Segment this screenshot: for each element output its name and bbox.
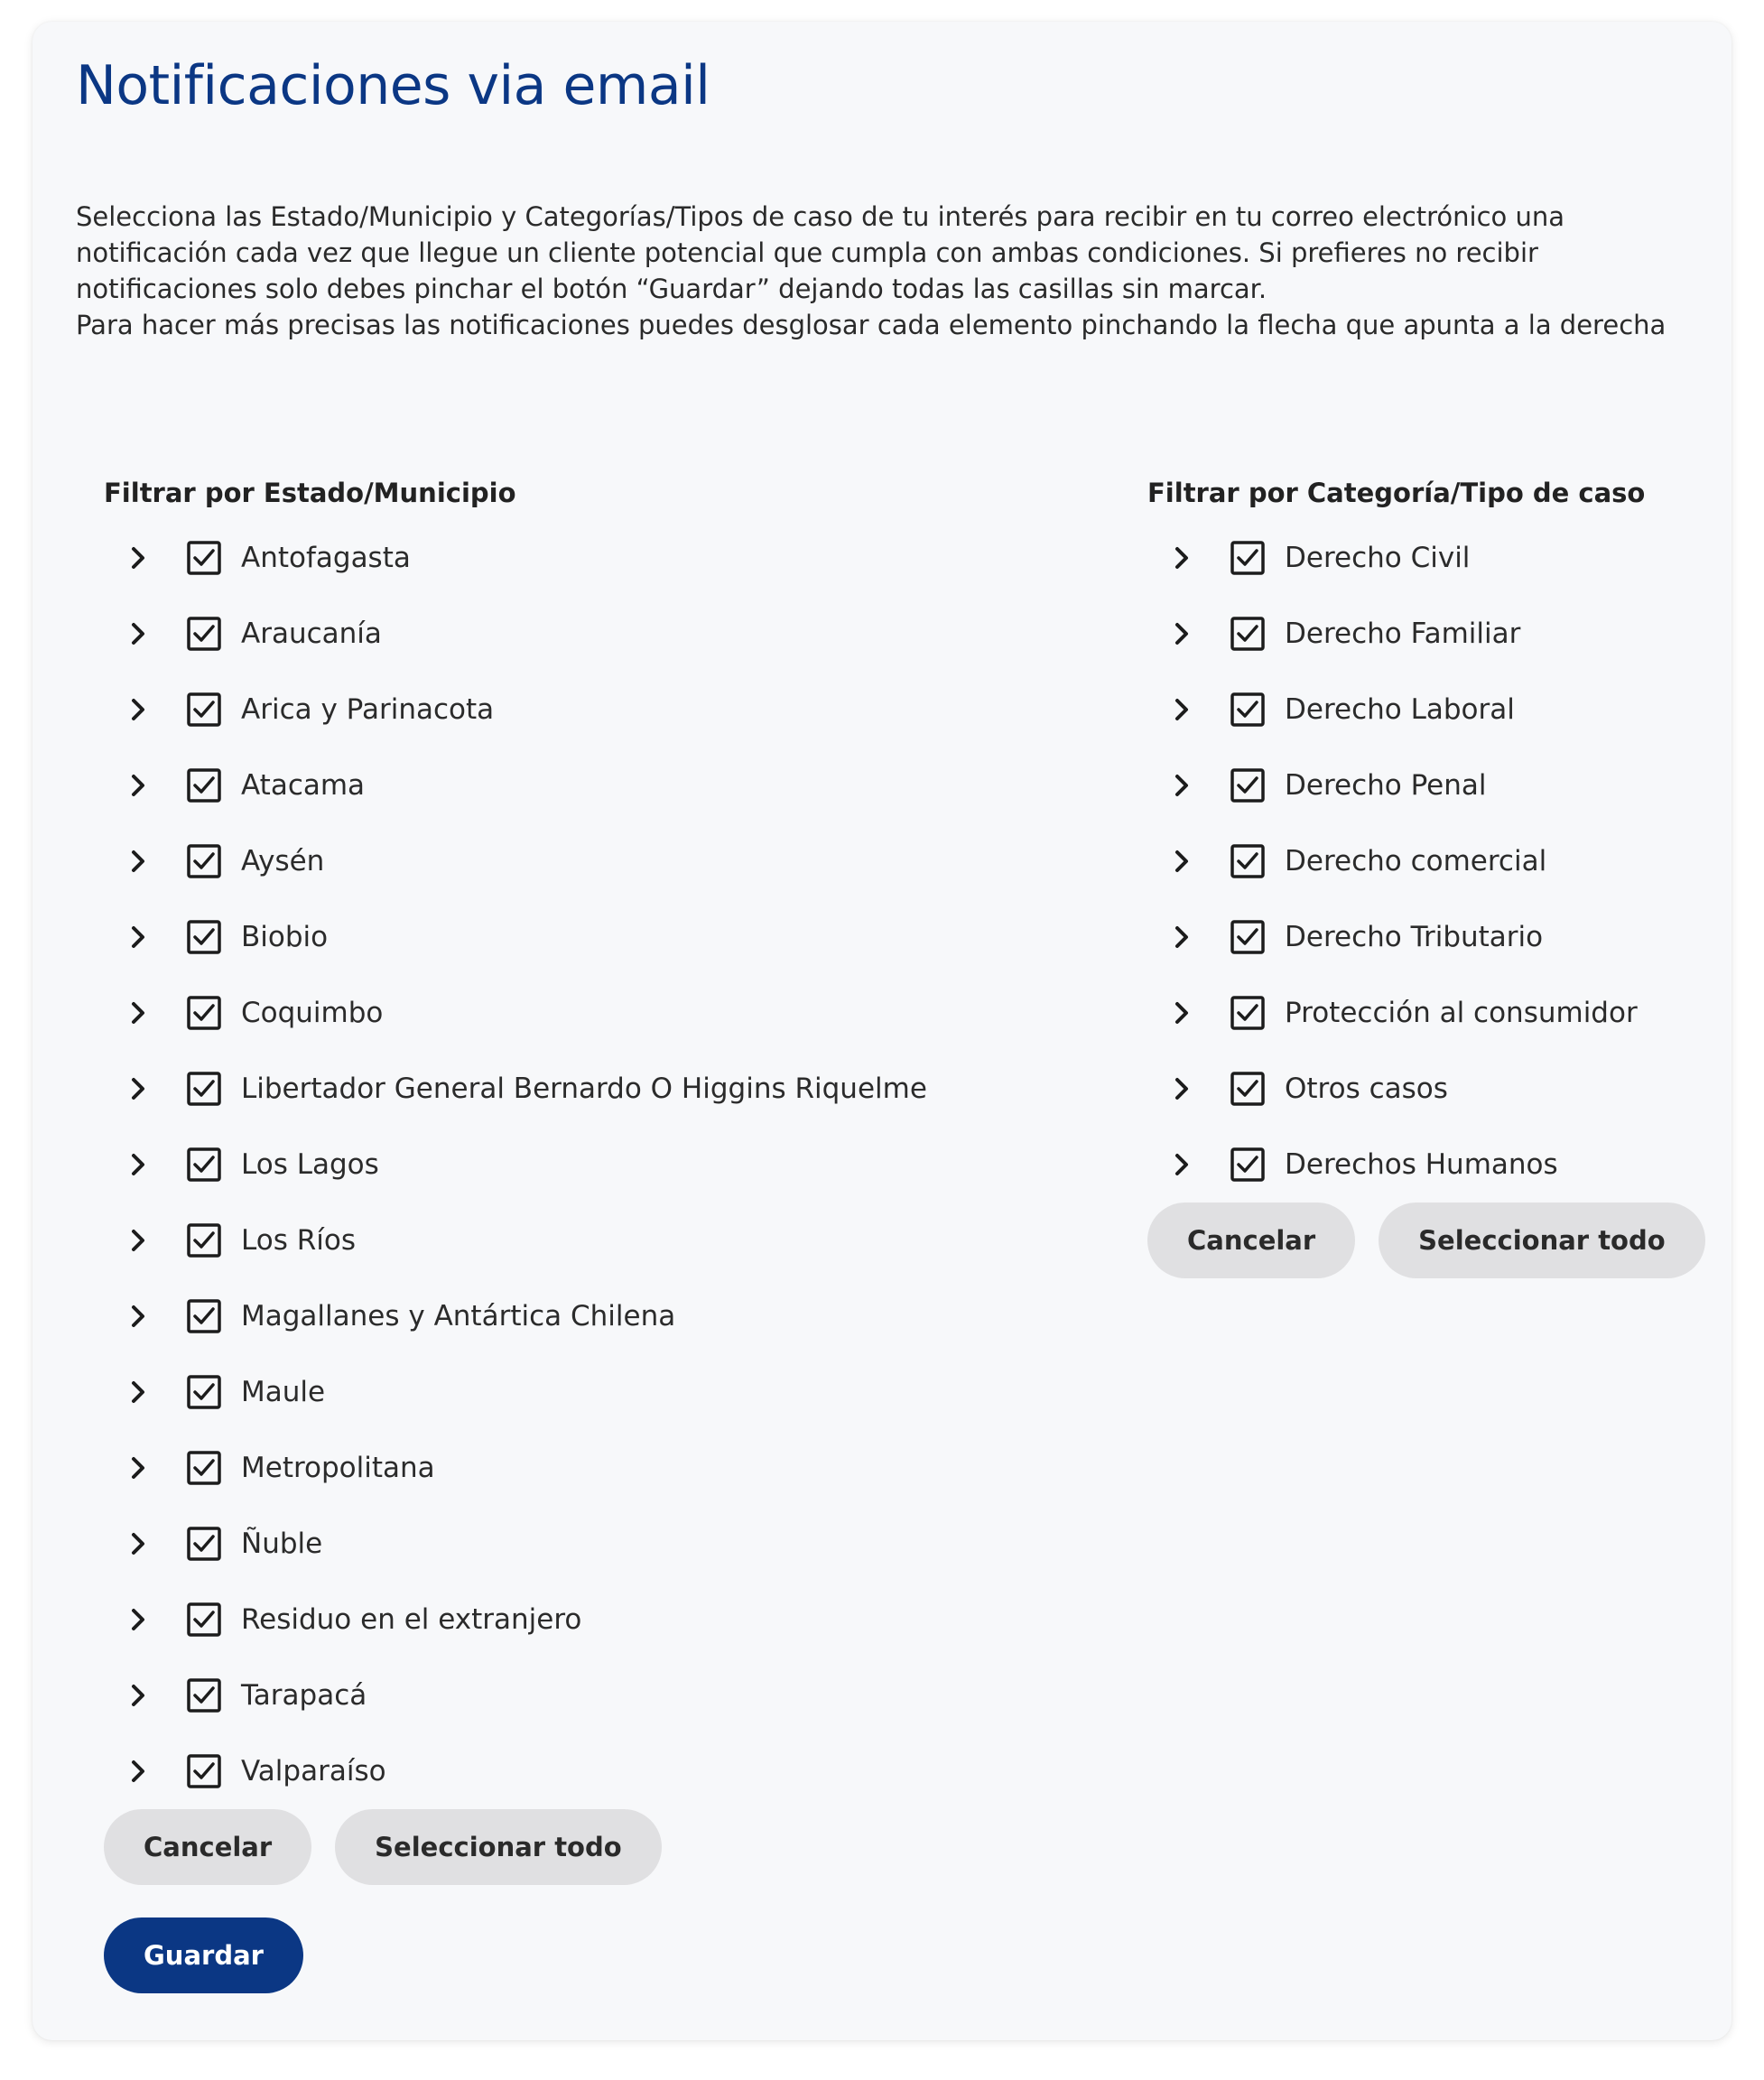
item-label: Derecho Penal: [1285, 769, 1487, 802]
chevron-right-icon[interactable]: [114, 1215, 164, 1266]
category-list: [1147, 520, 1707, 1202]
chevron-right-icon[interactable]: [114, 1443, 164, 1493]
categories-item: [1147, 975, 1707, 1051]
categories-item: [1147, 823, 1707, 899]
intro-text: [76, 199, 1710, 343]
checkbox-checked-icon[interactable]: [187, 1072, 221, 1106]
checkbox-checked-icon[interactable]: [187, 1527, 221, 1561]
category-filter-heading: Filtrar por Categoría/Tipo de caso: [1147, 478, 1646, 508]
region-button-row: [104, 1809, 1007, 1885]
checkbox-checked-icon[interactable]: [1230, 1072, 1265, 1106]
categories-item: [1147, 1127, 1707, 1202]
checkbox-checked-icon[interactable]: [187, 844, 221, 878]
checkbox-checked-icon[interactable]: [187, 996, 221, 1030]
checkbox-checked-icon[interactable]: [1230, 541, 1265, 575]
category-cancel-button[interactable]: Cancelar: [1147, 1202, 1355, 1278]
item-label: Derecho comercial: [1285, 845, 1547, 878]
chevron-right-icon[interactable]: [114, 1063, 164, 1114]
page-title: Notificaciones via email: [76, 54, 710, 117]
item-label: Derecho Familiar: [1285, 618, 1521, 650]
categories-item: [1147, 520, 1707, 596]
item-label: Tarapacá: [241, 1679, 367, 1712]
checkbox-checked-icon[interactable]: [187, 1602, 221, 1637]
regions-item: [104, 1354, 1007, 1430]
item-label: Arica y Parinacota: [241, 693, 495, 726]
checkbox-checked-icon[interactable]: [1230, 768, 1265, 803]
item-label: Atacama: [241, 769, 366, 802]
checkbox-checked-icon[interactable]: [187, 1754, 221, 1788]
region-list: [104, 520, 1007, 1809]
chevron-right-icon[interactable]: [1157, 836, 1208, 887]
region-select-all-button[interactable]: Seleccionar todo: [335, 1809, 662, 1885]
chevron-right-icon[interactable]: [114, 1367, 164, 1417]
chevron-right-icon[interactable]: [114, 1291, 164, 1342]
item-label: Derecho Laboral: [1285, 693, 1515, 726]
checkbox-checked-icon[interactable]: [187, 617, 221, 651]
regions-item: [104, 748, 1007, 823]
item-label: Biobio: [241, 921, 329, 953]
item-label: Ñuble: [241, 1528, 323, 1560]
categories-item: [1147, 899, 1707, 975]
checkbox-checked-icon[interactable]: [187, 768, 221, 803]
chevron-right-icon[interactable]: [1157, 608, 1208, 659]
chevron-right-icon[interactable]: [1157, 988, 1208, 1038]
checkbox-checked-icon[interactable]: [187, 1223, 221, 1258]
checkbox-checked-icon[interactable]: [187, 1147, 221, 1182]
checkbox-checked-icon[interactable]: [1230, 996, 1265, 1030]
categories-item: [1147, 672, 1707, 748]
chevron-right-icon[interactable]: [114, 533, 164, 583]
category-button-row: [1147, 1202, 1707, 1278]
item-label: Derecho Tributario: [1285, 921, 1544, 953]
checkbox-checked-icon[interactable]: [1230, 617, 1265, 651]
checkbox-checked-icon[interactable]: [187, 1678, 221, 1713]
item-label: Residuo en el extranjero: [241, 1603, 582, 1636]
regions-item: [104, 1127, 1007, 1202]
regions-item: [104, 1506, 1007, 1582]
item-label: Los Lagos: [241, 1148, 379, 1181]
item-label: Protección al consumidor: [1285, 997, 1638, 1029]
chevron-right-icon[interactable]: [114, 836, 164, 887]
regions-item: [104, 1051, 1007, 1127]
chevron-right-icon[interactable]: [1157, 684, 1208, 735]
item-label: Libertador General Bernardo O Higgins Riquelme: [241, 1072, 927, 1105]
checkbox-checked-icon[interactable]: [187, 692, 221, 727]
item-label: Metropolitana: [241, 1452, 435, 1484]
region-filter-heading: Filtrar por Estado/Municipio: [104, 478, 516, 508]
category-filter: [1147, 473, 1707, 1278]
regions-item: [104, 1278, 1007, 1354]
item-label: Magallanes y Antártica Chilena: [241, 1300, 676, 1332]
regions-item: [104, 1582, 1007, 1658]
item-label: Derechos Humanos: [1285, 1148, 1558, 1181]
chevron-right-icon[interactable]: [114, 1594, 164, 1645]
chevron-right-icon[interactable]: [1157, 1063, 1208, 1114]
checkbox-checked-icon[interactable]: [187, 1299, 221, 1333]
categories-item: [1147, 596, 1707, 672]
chevron-right-icon[interactable]: [114, 1746, 164, 1797]
item-label: Coquimbo: [241, 997, 384, 1029]
categories-item: [1147, 1051, 1707, 1127]
chevron-right-icon[interactable]: [114, 760, 164, 811]
notifications-card: [32, 22, 1732, 2040]
chevron-right-icon[interactable]: [1157, 912, 1208, 962]
item-label: Antofagasta: [241, 542, 411, 574]
regions-item: [104, 1202, 1007, 1278]
chevron-right-icon[interactable]: [114, 912, 164, 962]
checkbox-checked-icon[interactable]: [1230, 1147, 1265, 1182]
regions-item: [104, 823, 1007, 899]
checkbox-checked-icon[interactable]: [1230, 692, 1265, 727]
regions-item: [104, 975, 1007, 1051]
chevron-right-icon[interactable]: [114, 684, 164, 735]
chevron-right-icon[interactable]: [1157, 533, 1208, 583]
chevron-right-icon[interactable]: [114, 1518, 164, 1569]
regions-item: [104, 1658, 1007, 1733]
regions-item: [104, 596, 1007, 672]
chevron-right-icon[interactable]: [1157, 1139, 1208, 1190]
chevron-right-icon[interactable]: [1157, 760, 1208, 811]
save-button[interactable]: Guardar: [104, 1918, 303, 1993]
chevron-right-icon[interactable]: [114, 1139, 164, 1190]
item-label: Los Ríos: [241, 1224, 356, 1257]
item-label: Valparaíso: [241, 1755, 386, 1788]
chevron-right-icon[interactable]: [114, 1670, 164, 1721]
item-label: Derecho Civil: [1285, 542, 1471, 574]
regions-item: [104, 1430, 1007, 1506]
region-cancel-button[interactable]: Cancelar: [104, 1809, 311, 1885]
chevron-right-icon[interactable]: [114, 608, 164, 659]
checkbox-checked-icon[interactable]: [187, 541, 221, 575]
regions-item: [104, 520, 1007, 596]
checkbox-checked-icon[interactable]: [187, 1375, 221, 1409]
regions-item: [104, 899, 1007, 975]
checkbox-checked-icon[interactable]: [1230, 920, 1265, 954]
regions-item: [104, 1733, 1007, 1809]
checkbox-checked-icon[interactable]: [187, 1451, 221, 1485]
categories-item: [1147, 748, 1707, 823]
checkbox-checked-icon[interactable]: [187, 920, 221, 954]
category-select-all-button[interactable]: Seleccionar todo: [1379, 1202, 1705, 1278]
item-label: Otros casos: [1285, 1072, 1448, 1105]
item-label: Araucanía: [241, 618, 382, 650]
intro-paragraph-2: Para hacer más precisas las notificaciones puedes desglosar cada elemento pinchando la flecha que apunta a la derecha: [76, 310, 1667, 340]
checkbox-checked-icon[interactable]: [1230, 844, 1265, 878]
regions-item: [104, 672, 1007, 748]
item-label: Maule: [241, 1376, 326, 1408]
region-filter: [104, 473, 1007, 1885]
intro-paragraph-1: Selecciona las Estado/Municipio y Categorías/Tipos de caso de tu interés para recibir en tu correo electrónico una notificación cada vez que llegue un cliente potencial que cumpla con ambas condiciones. Si prefieres no recibir notificaciones solo debes pinchar el botón “Guardar” dejando todas las casillas sin marcar.: [76, 201, 1565, 304]
chevron-right-icon[interactable]: [114, 988, 164, 1038]
item-label: Aysén: [241, 845, 325, 878]
